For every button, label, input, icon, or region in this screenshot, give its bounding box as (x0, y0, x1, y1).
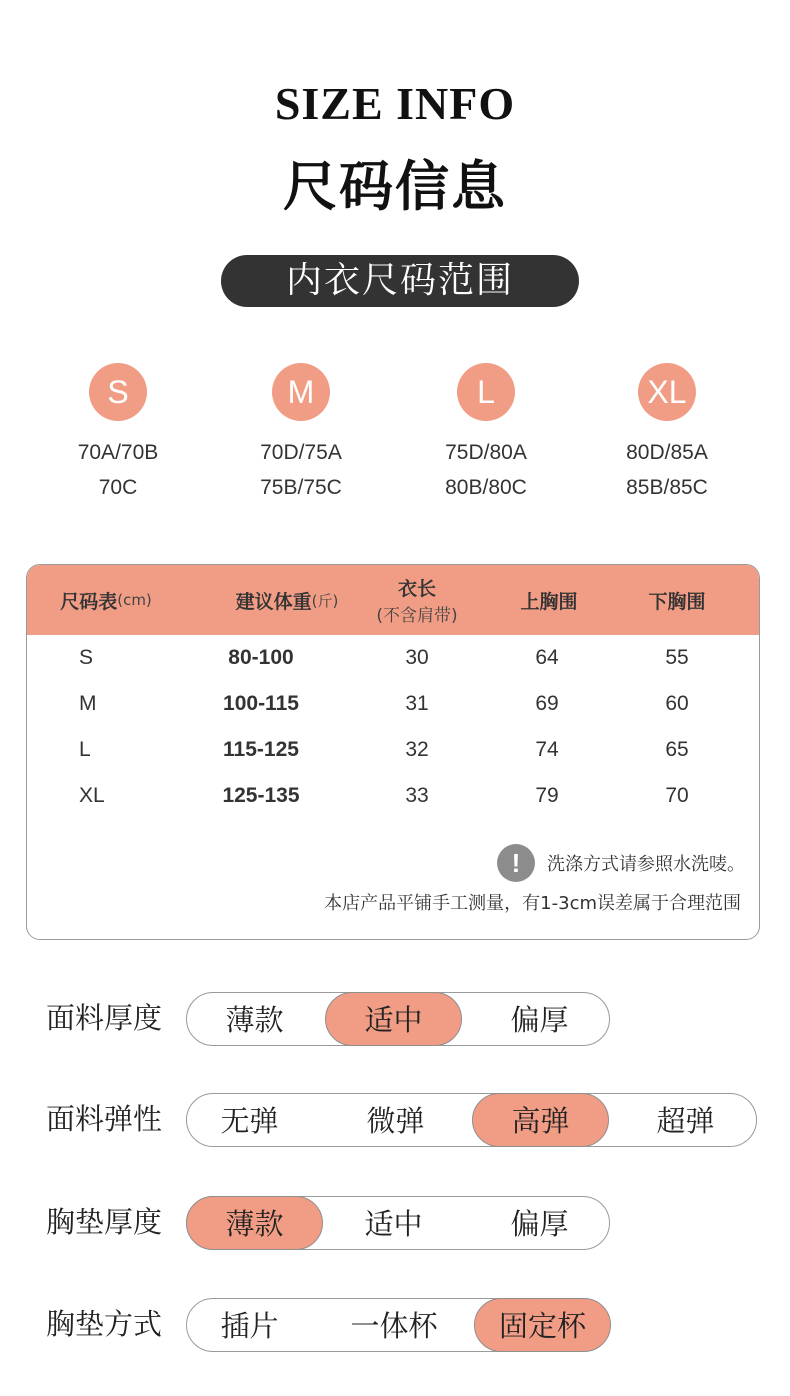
cell-size: M (79, 692, 97, 715)
table-header (27, 565, 759, 635)
cell-weight: 100-115 (223, 692, 299, 715)
size-cup-line: 70C (98, 476, 138, 499)
cell-weight: 115-125 (223, 738, 299, 761)
option-thick: 偏厚 (510, 1003, 569, 1037)
size-group-m (211, 363, 391, 505)
attr-fabric-elasticity (0, 1093, 790, 1149)
option-super-stretch: 超弹 (656, 1104, 715, 1138)
size-cup-line: 70A/70B (77, 441, 159, 464)
option-fixed-cup: 固定杯 (474, 1298, 611, 1352)
cell-weight: 80-100 (228, 646, 294, 669)
cell-under-bust: 55 (665, 646, 689, 669)
size-cup-line: 85B/85C (626, 476, 708, 499)
attr-pad-thickness (0, 1196, 790, 1252)
cell-upper-bust: 64 (535, 646, 559, 669)
attr-label: 胸垫厚度 (46, 1205, 163, 1239)
cell-weight: 125-135 (222, 784, 300, 807)
table-row (27, 773, 759, 819)
attr-label: 面料厚度 (46, 1001, 163, 1035)
size-cup-line: 80D/85A (626, 441, 708, 464)
warning-icon: ! (497, 844, 535, 882)
option-one-piece-cup: 一体杯 (350, 1309, 438, 1343)
header-under-bust: 下胸围 (648, 590, 706, 613)
wash-notice (497, 843, 745, 883)
attr-fabric-thickness (0, 992, 790, 1048)
size-cup-line: 80B/80C (445, 476, 527, 499)
title-chinese: 尺码信息 (283, 155, 507, 218)
cell-length: 31 (405, 692, 429, 715)
size-table (26, 564, 760, 940)
title-english: SIZE INFO (274, 78, 516, 129)
option-insert: 插片 (220, 1309, 279, 1343)
option-medium: 适中 (364, 1207, 423, 1241)
header-weight-label: 建议体重 (235, 590, 312, 613)
table-row (27, 681, 759, 727)
option-track (186, 1093, 757, 1147)
header-size (27, 565, 185, 635)
size-cup-line: 75B/75C (260, 476, 342, 499)
header-length-label: 衣长 (397, 578, 436, 600)
size-group-xl (577, 363, 757, 505)
cell-upper-bust: 79 (535, 784, 559, 807)
option-thick: 偏厚 (510, 1207, 569, 1241)
size-badge: XL (638, 363, 696, 421)
attr-label: 胸垫方式 (46, 1307, 163, 1341)
wash-notice-text: 洗涤方式请参照水洗唛。 (547, 854, 745, 875)
header-size-unit: (cm) (117, 591, 152, 609)
size-group-l (396, 363, 576, 505)
cell-under-bust: 60 (665, 692, 689, 715)
option-slight-stretch: 微弹 (366, 1104, 425, 1138)
header-length-sub: (不含肩带) (376, 606, 458, 626)
option-high-stretch: 高弹 (472, 1093, 609, 1147)
option-track (186, 1196, 610, 1250)
size-badge: M (272, 363, 330, 421)
table-row (27, 635, 759, 681)
cell-length: 33 (405, 784, 429, 807)
size-cup-line: 75D/80A (445, 441, 527, 464)
cell-size: L (79, 738, 91, 761)
option-thin: 薄款 (225, 1003, 284, 1037)
option-thin: 薄款 (186, 1196, 323, 1250)
option-track (186, 1298, 610, 1352)
attr-pad-type (0, 1298, 790, 1354)
size-range-banner: 内衣尺码范围 (221, 255, 579, 307)
header-size-label: 尺码表 (60, 590, 118, 613)
cell-length: 32 (405, 738, 429, 761)
table-row (27, 727, 759, 773)
option-track (186, 992, 610, 1046)
cell-length: 30 (405, 646, 429, 669)
option-medium: 适中 (325, 992, 462, 1046)
cell-size: XL (79, 784, 105, 807)
attr-label: 面料弹性 (46, 1102, 163, 1136)
size-group-s (28, 363, 208, 505)
cell-under-bust: 65 (665, 738, 689, 761)
cell-upper-bust: 74 (535, 738, 559, 761)
size-badge: S (89, 363, 147, 421)
cell-size: S (79, 646, 94, 669)
measure-notice: 本店产品平铺手工测量，有1-3cm误差属于合理范围 (324, 893, 741, 914)
option-no-stretch: 无弹 (220, 1104, 279, 1138)
header-weight-unit: (斤) (311, 591, 339, 610)
size-badge: L (457, 363, 515, 421)
header-upper-bust: 上胸围 (520, 590, 578, 613)
cell-under-bust: 70 (665, 784, 689, 807)
size-cup-line: 70D/75A (260, 441, 342, 464)
header-length (349, 565, 485, 635)
cell-upper-bust: 69 (535, 692, 559, 715)
